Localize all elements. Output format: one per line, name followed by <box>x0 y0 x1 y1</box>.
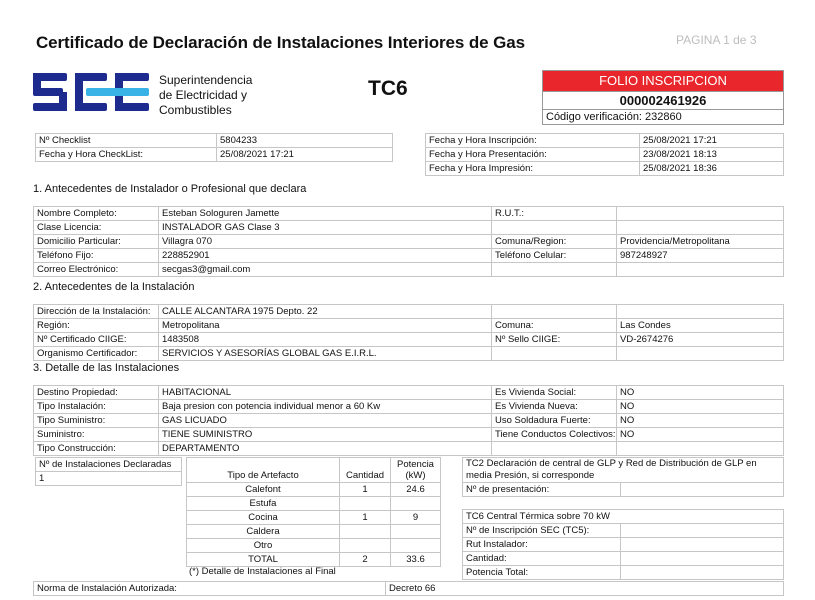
field-value: NO <box>617 400 784 414</box>
num-installations-label: Nº de Instalaciones Declaradas <box>36 458 182 472</box>
table-header-row <box>187 458 441 483</box>
date-value: 25/08/2021 18:36 <box>640 162 784 176</box>
field-value: TIENE SUMINISTRO <box>159 428 492 442</box>
checklist-date-value: 25/08/2021 17:21 <box>217 148 393 162</box>
installer-table <box>33 206 784 277</box>
field-value: 987248927 <box>617 249 784 263</box>
field-label: Tiene Conductos Colectivos: <box>492 428 617 442</box>
table-row <box>187 539 441 553</box>
norma-table <box>33 581 784 596</box>
field-label <box>492 347 617 361</box>
appliance-qty <box>340 525 391 539</box>
installation-table <box>33 304 784 361</box>
field-value: INSTALADOR GAS Clase 3 <box>159 221 492 235</box>
table-row <box>463 458 784 483</box>
checklist-label: Nº Checklist <box>36 134 217 148</box>
appliance-power: 9 <box>391 511 441 525</box>
table-row <box>463 538 784 552</box>
field-value: NO <box>617 386 784 400</box>
field-label: Destino Propiedad: <box>34 386 159 400</box>
field-value: SERVICIOS Y ASESORÍAS GLOBAL GAS E.I.R.L. <box>159 347 492 361</box>
field-label <box>492 221 617 235</box>
table-row <box>187 525 441 539</box>
appliance-type: Estufa <box>187 497 340 511</box>
table-row <box>34 386 784 400</box>
field-label: Nombre Completo: <box>34 207 159 221</box>
field-value: secgas3@gmail.com <box>159 263 492 277</box>
details-note: (*) Detalle de Instalaciones al Final <box>189 566 336 577</box>
tc2-title: TC2 Declaración de central de GLP y Red de Distribución de GLP en media Presión, si corresponde <box>463 458 784 483</box>
appliance-power <box>391 525 441 539</box>
appliance-power <box>391 539 441 553</box>
field-value: Providencia/Metropolitana <box>617 235 784 249</box>
table-row <box>187 483 441 497</box>
field-value: 228852901 <box>159 249 492 263</box>
field-value: VD-2674276 <box>617 333 784 347</box>
appliance-power: 24.6 <box>391 483 441 497</box>
field-label: Nº de Inscripción SEC (TC5): <box>463 524 621 538</box>
norma-label: Norma de Instalación Autorizada: <box>34 582 386 596</box>
table-row <box>187 511 441 525</box>
column-header: Cantidad <box>340 458 391 483</box>
tc2-table <box>462 457 784 497</box>
table-row <box>34 207 784 221</box>
column-header: Potencia (kW) <box>391 458 441 483</box>
table-row <box>463 566 784 580</box>
field-value <box>617 207 784 221</box>
table-row <box>426 148 784 162</box>
table-row <box>36 134 393 148</box>
checklist-table <box>35 133 393 162</box>
field-label: Nº de presentación: <box>463 483 621 497</box>
field-label: Tipo Suministro: <box>34 414 159 428</box>
table-row <box>463 510 784 524</box>
date-label: Fecha y Hora Impresión: <box>426 162 640 176</box>
field-label <box>492 263 617 277</box>
org-line-3: Combustibles <box>159 103 232 117</box>
field-value: Metropolitana <box>159 319 492 333</box>
appliance-power <box>391 497 441 511</box>
table-row <box>34 235 784 249</box>
field-label: Nº Certificado CIIGE: <box>34 333 159 347</box>
dates-table <box>425 133 784 176</box>
table-row <box>426 162 784 176</box>
field-value: Esteban Sologuren Jamette <box>159 207 492 221</box>
checklist-value: 5804233 <box>217 134 393 148</box>
document-title: Certificado de Declaración de Instalaciones Interiores de Gas <box>36 33 525 52</box>
num-installations-table <box>35 457 182 486</box>
appliances-table <box>186 457 441 567</box>
norma-value: Decreto 66 <box>386 582 784 596</box>
org-line-1: Superintendencia <box>159 73 253 87</box>
field-label: Suministro: <box>34 428 159 442</box>
folio-label: FOLIO INSCRIPCION <box>543 71 783 91</box>
field-value <box>621 552 784 566</box>
appliance-type: Caldera <box>187 525 340 539</box>
table-row <box>463 552 784 566</box>
appliance-type: Calefont <box>187 483 340 497</box>
table-row <box>36 148 393 162</box>
field-value <box>621 538 784 552</box>
field-label: Teléfono Fijo: <box>34 249 159 263</box>
date-label: Fecha y Hora Inscripción: <box>426 134 640 148</box>
section-1-title: 1. Antecedentes de Instalador o Profesional que declara <box>33 183 307 195</box>
date-label: Fecha y Hora Presentación: <box>426 148 640 162</box>
field-value: 1483508 <box>159 333 492 347</box>
field-value: NO <box>617 428 784 442</box>
table-row <box>34 305 784 319</box>
field-value: CALLE ALCANTARA 1975 Depto. 22 <box>159 305 492 319</box>
tc6-table <box>462 509 784 580</box>
field-label: Cantidad: <box>463 552 621 566</box>
field-value <box>621 483 784 497</box>
sec-logo <box>33 71 151 113</box>
org-line-2: de Electricidad y <box>159 88 248 102</box>
field-value <box>617 305 784 319</box>
appliance-total-label: TOTAL <box>187 553 340 567</box>
field-value <box>617 347 784 361</box>
checklist-date-label: Fecha y Hora CheckList: <box>36 148 217 162</box>
table-row <box>34 263 784 277</box>
field-label <box>492 305 617 319</box>
field-label: Dirección de la Instalación: <box>34 305 159 319</box>
field-value: NO <box>617 414 784 428</box>
date-value: 25/08/2021 17:21 <box>640 134 784 148</box>
table-row <box>34 221 784 235</box>
table-row <box>34 249 784 263</box>
field-label: Uso Soldadura Fuerte: <box>492 414 617 428</box>
appliance-total-qty: 2 <box>340 553 391 567</box>
field-label: R.U.T.: <box>492 207 617 221</box>
field-value <box>617 263 784 277</box>
section-2-title: 2. Antecedentes de la Instalación <box>33 281 195 293</box>
page-indicator: PAGINA 1 de 3 <box>676 33 757 47</box>
field-label: Comuna: <box>492 319 617 333</box>
details-table <box>33 385 784 456</box>
field-value <box>621 524 784 538</box>
table-row <box>463 524 784 538</box>
column-header: Tipo de Artefacto <box>187 458 340 483</box>
field-label: Organismo Certificador: <box>34 347 159 361</box>
field-value: Villagra 070 <box>159 235 492 249</box>
table-row <box>426 134 784 148</box>
table-row <box>34 582 784 596</box>
field-label: Región: <box>34 319 159 333</box>
field-label: Potencia Total: <box>463 566 621 580</box>
field-label: Nº Sello CIIGE: <box>492 333 617 347</box>
table-row <box>34 319 784 333</box>
table-row <box>34 400 784 414</box>
num-installations-value: 1 <box>36 472 182 486</box>
folio-box <box>542 70 784 125</box>
field-label: Correo Electrónico: <box>34 263 159 277</box>
organization-name <box>159 73 252 118</box>
table-row <box>36 458 182 472</box>
folio-number: 000002461926 <box>543 91 783 109</box>
table-row <box>187 497 441 511</box>
field-value <box>617 442 784 456</box>
form-code: TC6 <box>368 77 408 100</box>
field-label: Domicilio Particular: <box>34 235 159 249</box>
field-value: HABITACIONAL <box>159 386 492 400</box>
field-label: Es Vivienda Nueva: <box>492 400 617 414</box>
appliance-total-power: 33.6 <box>391 553 441 567</box>
table-row <box>34 347 784 361</box>
field-value: Las Condes <box>617 319 784 333</box>
date-value: 23/08/2021 18:13 <box>640 148 784 162</box>
table-row <box>34 442 784 456</box>
field-label: Tipo Instalación: <box>34 400 159 414</box>
appliance-type: Otro <box>187 539 340 553</box>
field-label: Clase Licencia: <box>34 221 159 235</box>
field-value: DEPARTAMENTO <box>159 442 492 456</box>
sec-logo-graphic <box>33 71 151 113</box>
section-3-title: 3. Detalle de las Instalaciones <box>33 362 180 374</box>
field-label: Comuna/Region: <box>492 235 617 249</box>
appliance-qty <box>340 497 391 511</box>
verification-code: Código verificación: 232860 <box>543 109 783 124</box>
field-value <box>621 566 784 580</box>
appliance-type: Cocina <box>187 511 340 525</box>
appliance-qty: 1 <box>340 511 391 525</box>
table-row <box>34 333 784 347</box>
table-row <box>36 472 182 486</box>
table-row <box>187 553 441 567</box>
field-label: Rut Instalador: <box>463 538 621 552</box>
field-value <box>617 221 784 235</box>
field-value: GAS LICUADO <box>159 414 492 428</box>
field-label: Tipo Construcción: <box>34 442 159 456</box>
table-row <box>34 428 784 442</box>
field-value: Baja presion con potencia individual menor a 60 Kw <box>159 400 492 414</box>
field-label: Es Vivienda Social: <box>492 386 617 400</box>
tc6-title: TC6 Central Térmica sobre 70 kW <box>463 510 784 524</box>
field-label <box>492 442 617 456</box>
appliance-qty: 1 <box>340 483 391 497</box>
appliance-qty <box>340 539 391 553</box>
table-row <box>463 483 784 497</box>
table-row <box>34 414 784 428</box>
field-label: Teléfono Celular: <box>492 249 617 263</box>
